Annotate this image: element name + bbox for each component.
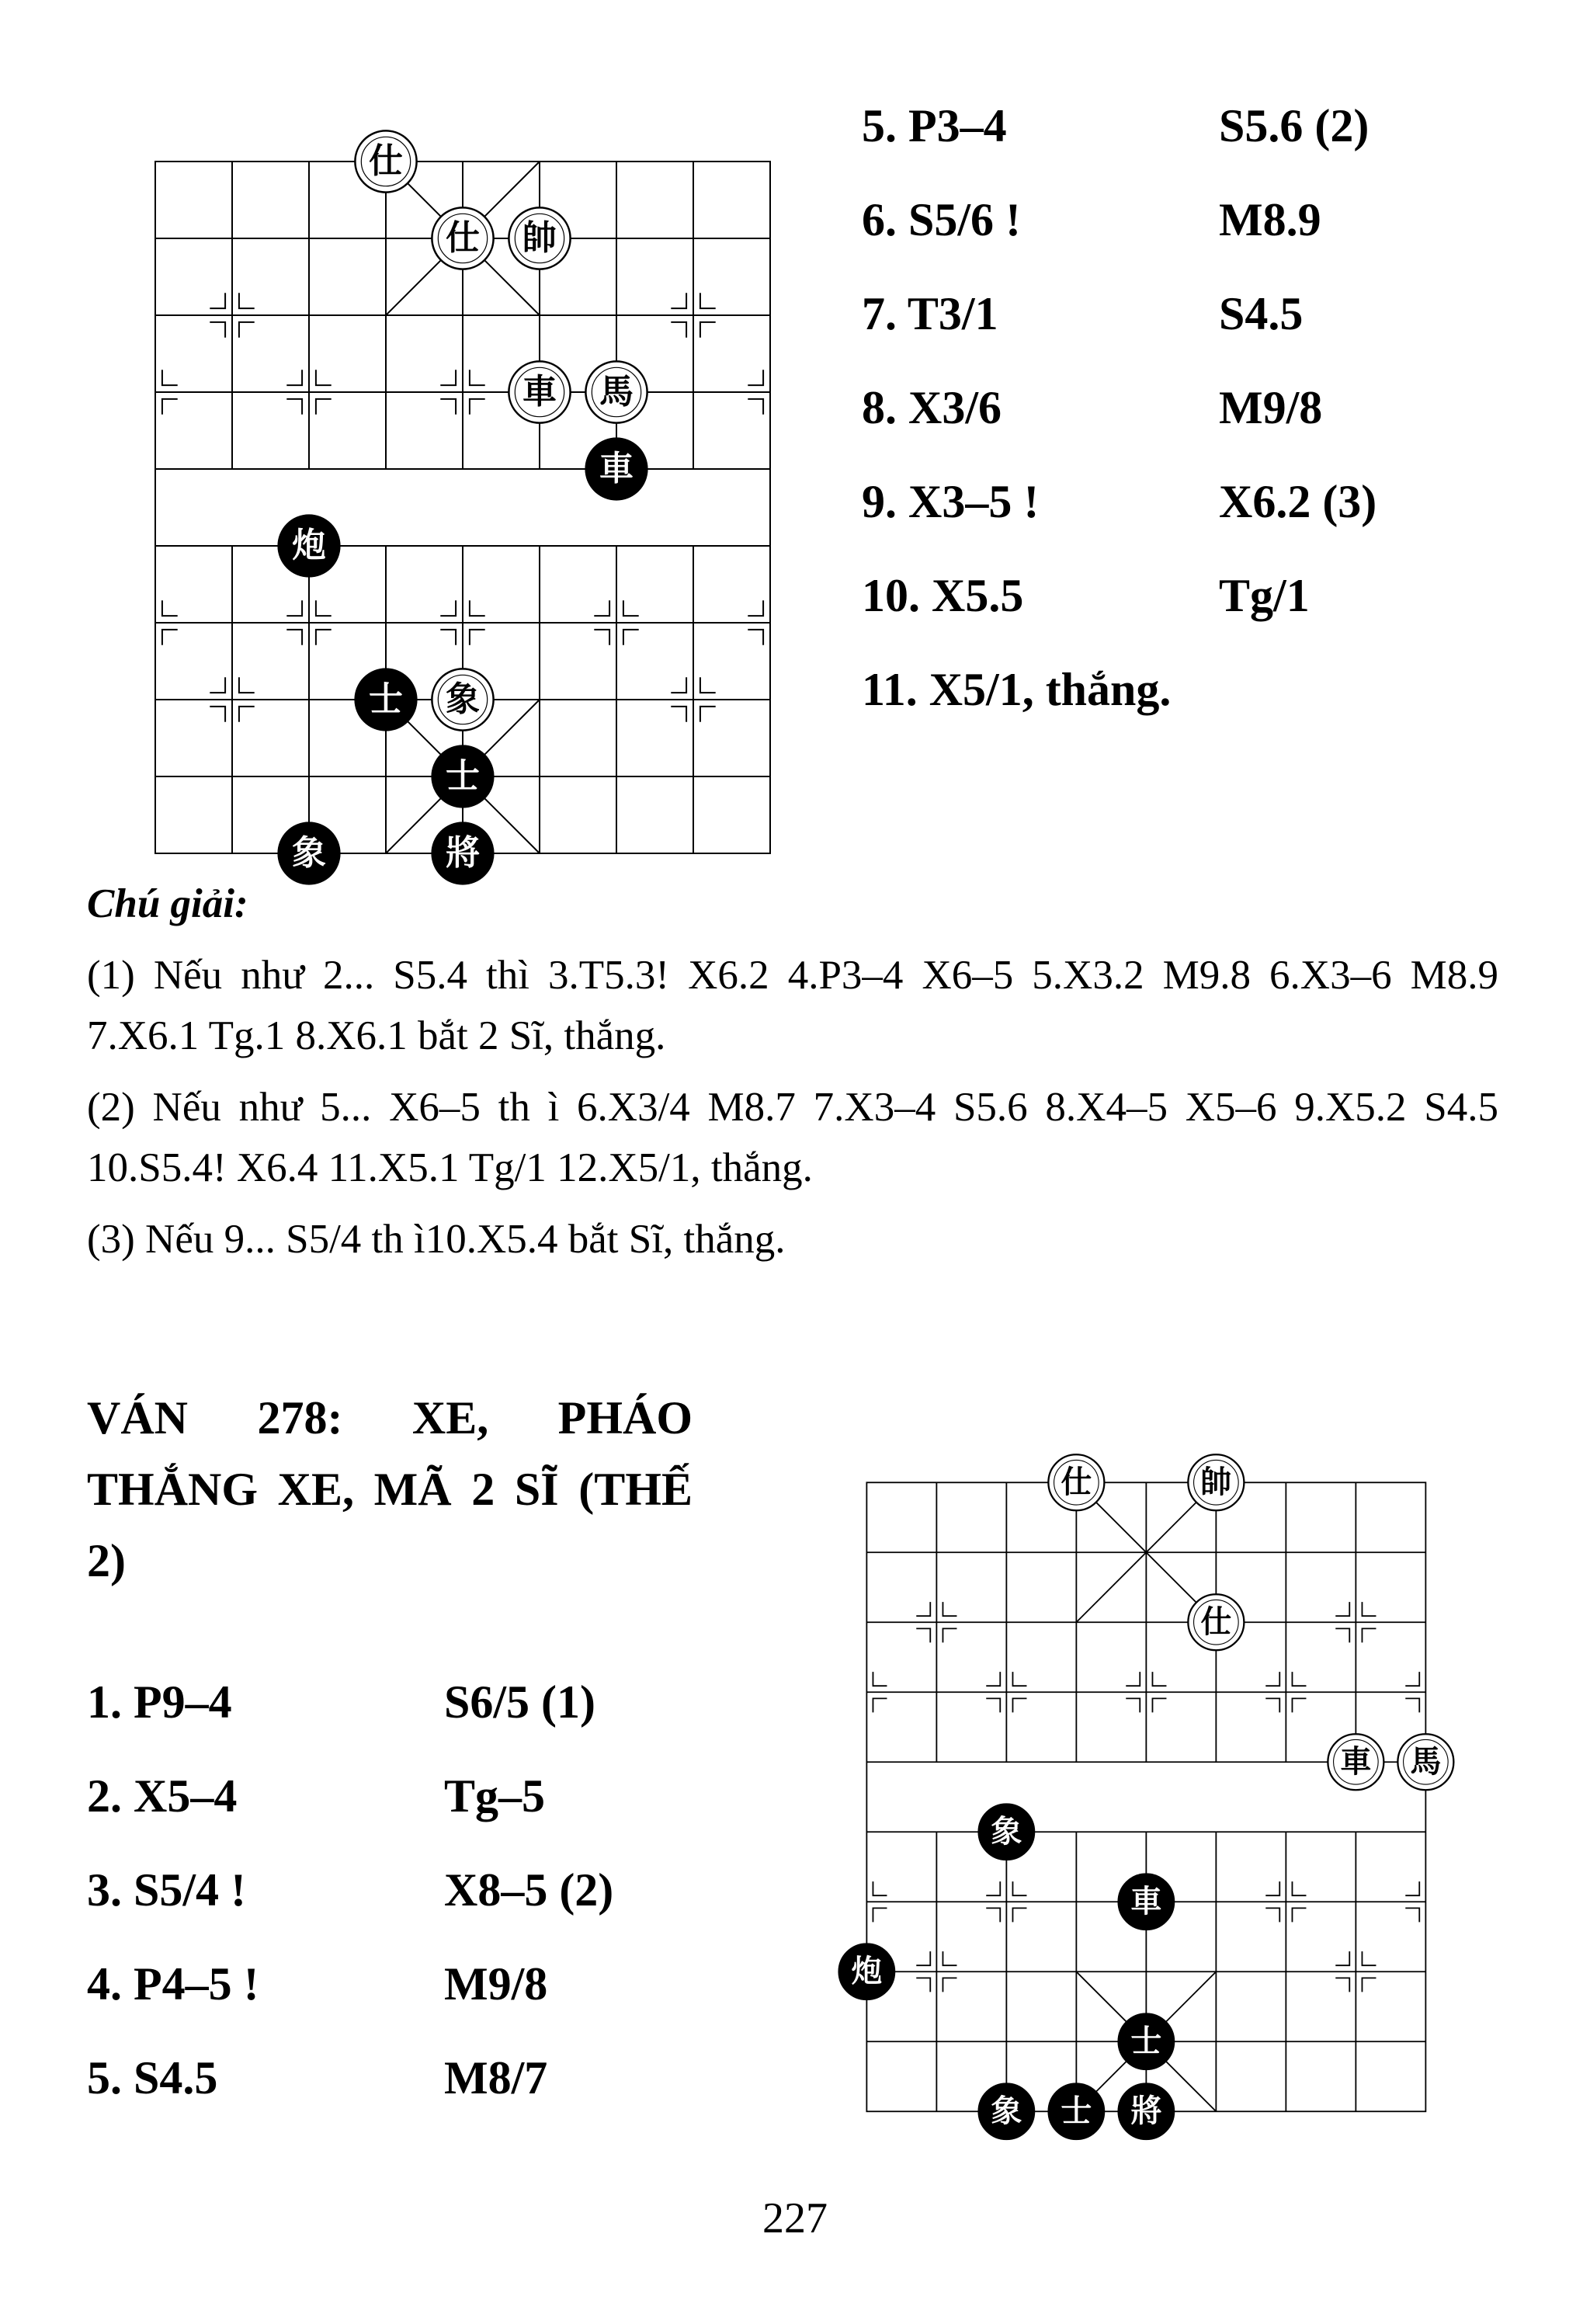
piece-black <box>838 1944 894 1999</box>
red-move: 10. X5.5 <box>862 570 1024 621</box>
piece-label: 象 <box>292 833 326 873</box>
piece-label: 士 <box>1061 2093 1092 2130</box>
position-marker <box>440 600 456 616</box>
position-marker <box>986 1698 1000 1712</box>
piece-label: 車 <box>599 449 634 488</box>
position-marker <box>1405 1672 1419 1686</box>
position-marker <box>1012 1672 1026 1686</box>
piece-black <box>1118 1874 1174 1930</box>
piece-label: 象 <box>446 679 480 719</box>
piece-black <box>278 515 339 576</box>
piece-label: 仕 <box>446 218 480 258</box>
black-move: M9/8 <box>1219 382 1323 433</box>
position-marker <box>943 1951 956 1965</box>
position-marker <box>239 322 255 338</box>
position-marker <box>1012 1908 1026 1922</box>
position-marker <box>1362 1951 1376 1965</box>
piece-label: 士 <box>446 756 480 796</box>
position-marker <box>1292 1698 1306 1712</box>
position-marker <box>916 1602 930 1616</box>
board-1-diagram <box>124 130 745 873</box>
red-move: 1. P9–4 <box>87 1676 232 1728</box>
position-marker <box>1405 1908 1419 1922</box>
piece-label: 仕 <box>369 141 403 181</box>
position-marker <box>700 707 716 722</box>
position-marker <box>1265 1908 1279 1922</box>
position-marker <box>671 322 686 338</box>
position-marker <box>316 370 332 385</box>
red-move: 4. P4–5 ! <box>87 1958 259 2010</box>
piece-red <box>355 130 416 192</box>
piece-red <box>1397 1734 1453 1790</box>
position-marker <box>286 600 302 616</box>
position-marker <box>316 630 332 645</box>
piece-red <box>509 361 570 422</box>
position-marker <box>470 600 485 616</box>
position-marker <box>916 1978 930 1992</box>
annotation-3: (3) Nếu 9... S5/4 th ì10.X5.4 bắt Sĩ, thắng. <box>87 1217 786 1262</box>
piece-label: 車 <box>1130 1884 1162 1920</box>
xiangqi-board-2 <box>838 1423 1460 2130</box>
piece-label: 馬 <box>599 372 634 412</box>
piece-label: 炮 <box>292 526 326 565</box>
position-marker <box>943 1978 956 1992</box>
position-marker <box>210 707 225 722</box>
black-move: M9/8 <box>444 1958 548 2010</box>
piece-label: 馬 <box>1410 1744 1442 1780</box>
position-marker <box>162 600 178 616</box>
red-move: 3. S5/4 ! <box>87 1864 247 1916</box>
position-marker <box>916 1628 930 1642</box>
piece-red <box>1188 1454 1244 1510</box>
position-marker <box>239 707 255 722</box>
position-marker <box>470 630 485 645</box>
position-marker <box>943 1628 956 1642</box>
position-marker <box>316 399 332 415</box>
piece-red <box>1188 1594 1244 1650</box>
piece-red <box>432 207 493 269</box>
position-marker <box>700 322 716 338</box>
piece-red <box>1048 1454 1104 1510</box>
piece-red <box>432 669 493 730</box>
piece-black <box>978 2083 1034 2139</box>
piece-label: 象 <box>991 2093 1022 2130</box>
red-move: 9. X3–5 ! <box>862 476 1040 527</box>
position-marker <box>1012 1881 1026 1895</box>
piece-black <box>355 669 416 730</box>
position-marker <box>1265 1672 1279 1686</box>
red-move: 6. S5/6 ! <box>862 194 1022 245</box>
piece-label: 象 <box>991 1814 1022 1850</box>
position-marker <box>700 677 716 693</box>
position-marker <box>873 1672 887 1686</box>
piece-red <box>1328 1734 1383 1790</box>
position-marker <box>239 293 255 308</box>
position-marker <box>162 399 178 415</box>
position-marker <box>594 630 609 645</box>
black-move: Tg/1 <box>1219 570 1310 621</box>
position-marker <box>623 630 639 645</box>
position-marker <box>986 1672 1000 1686</box>
position-marker <box>440 370 456 385</box>
black-move: X6.2 (3) <box>1219 476 1377 527</box>
position-marker <box>286 630 302 645</box>
position-marker <box>943 1602 956 1616</box>
position-marker <box>748 370 763 385</box>
black-move: M8/7 <box>444 2052 548 2103</box>
position-marker <box>1152 1672 1166 1686</box>
position-marker <box>210 677 225 693</box>
black-move: S4.5 <box>1219 288 1304 339</box>
position-marker <box>1335 1951 1349 1965</box>
annotation-2: (2) Nếu như 5... X6–5 th ì 6.X3/4 M8.7 7.X3–4 S5.6 8.X4–5 X5–6 9.X5.2 S4.5 10.S5.4! X6.4 11.X5.1 Tg/1 12.X5/1, thắng. <box>87 1085 1498 1190</box>
position-marker <box>700 293 716 308</box>
position-marker <box>748 630 763 645</box>
position-marker <box>440 399 456 415</box>
position-marker <box>873 1908 887 1922</box>
position-marker <box>986 1908 1000 1922</box>
black-move: X8–5 (2) <box>444 1864 614 1916</box>
piece-black <box>1118 2083 1174 2139</box>
position-marker <box>1126 1698 1140 1712</box>
xiangqi-board-1 <box>124 130 745 873</box>
piece-label: 將 <box>446 833 480 873</box>
annotations <box>87 874 1498 1280</box>
position-marker <box>594 600 609 616</box>
piece-red <box>509 207 570 269</box>
position-marker <box>286 370 302 385</box>
position-marker <box>210 293 225 308</box>
piece-black <box>978 1804 1034 1860</box>
position-marker <box>1362 1978 1376 1992</box>
black-move: S6/5 (1) <box>444 1676 595 1728</box>
position-marker <box>986 1881 1000 1895</box>
position-marker <box>1335 1602 1349 1616</box>
position-marker <box>748 399 763 415</box>
position-marker <box>286 399 302 415</box>
piece-label: 士 <box>1130 2024 1162 2060</box>
piece-label: 仕 <box>1200 1604 1232 1641</box>
position-marker <box>1405 1698 1419 1712</box>
position-marker <box>671 293 686 308</box>
piece-label: 炮 <box>851 1954 883 1990</box>
position-marker <box>671 707 686 722</box>
position-marker <box>748 600 763 616</box>
piece-label: 將 <box>1130 2093 1162 2130</box>
position-marker <box>239 677 255 693</box>
position-marker <box>1292 1908 1306 1922</box>
piece-label: 車 <box>522 372 557 412</box>
position-marker <box>623 600 639 616</box>
red-move: 5. P3–4 <box>862 100 1007 151</box>
annotations-title: Chú giải: <box>87 881 248 926</box>
position-marker <box>1292 1881 1306 1895</box>
piece-label: 車 <box>1340 1744 1372 1780</box>
piece-label: 帥 <box>1200 1464 1232 1501</box>
position-marker <box>210 322 225 338</box>
position-marker <box>1126 1672 1140 1686</box>
position-marker <box>1265 1881 1279 1895</box>
black-move: M8.9 <box>1219 194 1321 245</box>
piece-red <box>585 361 647 422</box>
red-move: 7. T3/1 <box>862 288 998 339</box>
board-2-diagram <box>838 1423 1460 2130</box>
position-marker <box>916 1951 930 1965</box>
game-title: VÁN 278: XE, PHÁO THẮNG XE, MÃ 2 SĨ (THẾ 2) <box>87 1392 693 1586</box>
position-marker <box>440 630 456 645</box>
position-marker <box>1405 1881 1419 1895</box>
position-marker <box>873 1881 887 1895</box>
red-move: 2. X5–4 <box>87 1770 238 1822</box>
position-marker <box>470 370 485 385</box>
black-move: Tg–5 <box>444 1770 546 1822</box>
position-marker <box>1012 1698 1026 1712</box>
position-marker <box>162 370 178 385</box>
position-marker <box>1362 1628 1376 1642</box>
position-marker <box>671 677 686 693</box>
position-marker <box>1362 1602 1376 1616</box>
position-marker <box>316 600 332 616</box>
piece-label: 仕 <box>1061 1464 1092 1501</box>
position-marker <box>873 1698 887 1712</box>
red-move: 11. X5/1, thắng. <box>862 664 1172 715</box>
position-marker <box>162 630 178 645</box>
position-marker <box>1152 1698 1166 1712</box>
piece-black <box>585 438 647 499</box>
position-marker <box>1292 1672 1306 1686</box>
piece-black <box>1048 2083 1104 2139</box>
annotation-1: (1) Nếu như 2... S5.4 thì 3.T5.3! X6.2 4.P3–4 X6–5 5.X3.2 M9.8 6.X3–6 M8.9 7.X6.1 Tg.1 8.X6.1 bắt 2 Sĩ, thắng. <box>87 953 1498 1058</box>
position-marker <box>1335 1628 1349 1642</box>
red-move: 8. X3/6 <box>862 382 1002 433</box>
red-move: 5. S4.5 <box>87 2052 218 2103</box>
position-marker <box>1335 1978 1349 1992</box>
piece-black <box>432 745 493 807</box>
position-marker <box>470 399 485 415</box>
black-move: S5.6 (2) <box>1219 100 1370 151</box>
page-number: 227 <box>762 2194 828 2242</box>
piece-label: 士 <box>369 679 403 719</box>
piece-black <box>1118 2013 1174 2069</box>
piece-label: 帥 <box>522 218 557 258</box>
position-marker <box>1265 1698 1279 1712</box>
